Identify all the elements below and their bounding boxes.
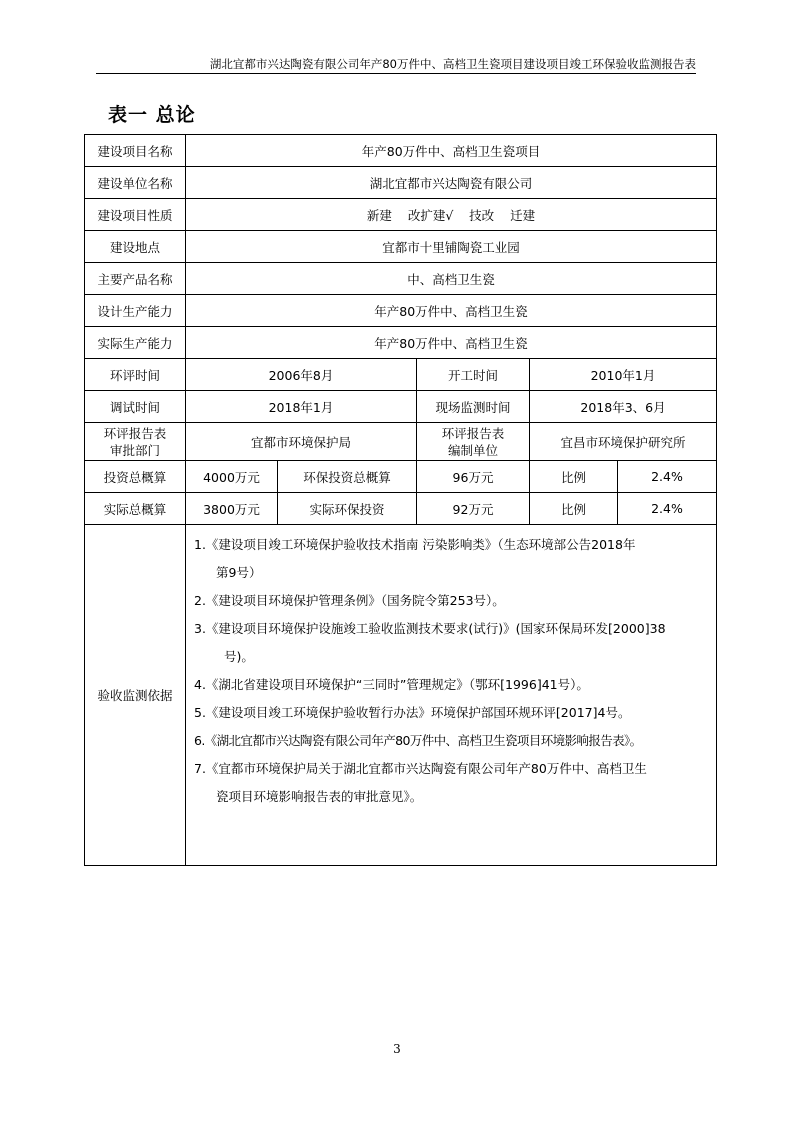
basis-item-4 xyxy=(190,671,710,699)
design-capacity-label: 设计生产能力 xyxy=(85,295,186,327)
env-invest-actual-label: 实际环保投资 xyxy=(278,493,417,525)
basis-item-2-line1: 2.《建设项目环境保护管理条例》（国务院令第253号）。 xyxy=(194,593,505,608)
env-invest-actual-value: 92万元 xyxy=(417,493,530,525)
product-value: 中、高档卫生瓷 xyxy=(186,263,717,295)
actual-capacity-label: 实际生产能力 xyxy=(85,327,186,359)
row-invest-est xyxy=(85,461,717,493)
eia-time-value: 2006年8月 xyxy=(186,359,417,391)
actual-capacity-value: 年产80万件中、高档卫生瓷 xyxy=(186,327,717,359)
project-nature-label: 建设项目性质 xyxy=(85,199,186,231)
ratio-est-label: 比例 xyxy=(530,461,618,493)
monitor-time-label: 现场监测时间 xyxy=(417,391,530,423)
summary-table xyxy=(84,134,717,866)
row-debug-time xyxy=(85,391,717,423)
row-project-nature xyxy=(85,199,717,231)
start-time-label: 开工时间 xyxy=(417,359,530,391)
eia-time-label: 环评时间 xyxy=(85,359,186,391)
basis-item-1-line1: 1.《建设项目竣工环境保护验收技术指南 污染影响类》（生态环境部公告2018年 xyxy=(194,537,636,552)
ratio-est-value: 2.4% xyxy=(618,461,717,493)
approval-dept-label-line1: 环评报告表 xyxy=(103,425,167,441)
compile-unit-label-line1: 环评报告表 xyxy=(441,425,505,441)
row-actual-capacity xyxy=(85,327,717,359)
compile-unit-value: 宜昌市环境保护研究所 xyxy=(530,423,717,461)
compile-unit-label xyxy=(417,423,530,461)
row-project-name xyxy=(85,135,717,167)
project-name-value: 年产80万件中、高档卫生瓷项目 xyxy=(186,135,717,167)
row-location xyxy=(85,231,717,263)
monitor-time-value: 2018年3、6月 xyxy=(530,391,717,423)
invest-actual-value: 3800万元 xyxy=(186,493,278,525)
basis-item-3 xyxy=(190,615,710,671)
basis-list xyxy=(190,531,710,811)
basis-item-2 xyxy=(190,587,710,615)
page-header: 湖北宜都市兴达陶瓷有限公司年产80万件中、高档卫生瓷项目建设项目竣工环保验收监测报告表 xyxy=(209,57,696,71)
row-unit-name xyxy=(85,167,717,199)
basis-item-6 xyxy=(190,727,710,755)
page-number: 3 xyxy=(393,1042,401,1056)
basis-item-7-line2: 瓷项目环境影响报告表的审批意见》。 xyxy=(216,789,423,804)
basis-item-7 xyxy=(190,755,710,811)
env-invest-est-value: 96万元 xyxy=(417,461,530,493)
approval-dept-value: 宜都市环境保护局 xyxy=(186,423,417,461)
row-basis xyxy=(85,525,717,866)
ratio-actual-value: 2.4% xyxy=(618,493,717,525)
basis-item-4-line1: 4.《湖北省建设项目环境保护“三同时”管理规定》（鄂环[1996]41号）。 xyxy=(194,677,589,692)
compile-unit-label-line2: 编制单位 xyxy=(447,442,498,458)
basis-item-3-line1: 3.《建设项目环境保护设施竣工验收监测技术要求(试行)》(国家环保局环发[2000]38 xyxy=(194,621,666,636)
row-design-capacity xyxy=(85,295,717,327)
project-name-label: 建设项目名称 xyxy=(85,135,186,167)
basis-item-1 xyxy=(190,531,710,587)
location-label: 建设地点 xyxy=(85,231,186,263)
design-capacity-value: 年产80万件中、高档卫生瓷 xyxy=(186,295,717,327)
row-eia-time xyxy=(85,359,717,391)
debug-time-label: 调试时间 xyxy=(85,391,186,423)
header-rule xyxy=(96,73,696,74)
project-nature-value: 新建 改扩建√ 技改 迁建 xyxy=(186,199,717,231)
location-value: 宜都市十里铺陶瓷工业园 xyxy=(186,231,717,263)
env-invest-est-label: 环保投资总概算 xyxy=(278,461,417,493)
basis-item-5-line1: 5.《建设项目竣工环境保护验收暂行办法》环境保护部国环规环评[2017]4号。 xyxy=(194,705,631,720)
basis-label: 验收监测依据 xyxy=(85,525,186,866)
basis-content xyxy=(186,525,717,866)
basis-item-1-line2: 第9号） xyxy=(216,565,262,580)
row-product xyxy=(85,263,717,295)
basis-item-5 xyxy=(190,699,710,727)
start-time-value: 2010年1月 xyxy=(530,359,717,391)
approval-dept-label xyxy=(85,423,186,461)
basis-item-3-line2: 号)。 xyxy=(224,649,254,664)
invest-actual-label: 实际总概算 xyxy=(85,493,186,525)
basis-item-7-line1: 7.《宜都市环境保护局关于湖北宜都市兴达陶瓷有限公司年产80万件中、高档卫生 xyxy=(194,761,647,776)
basis-item-6-line1: 6.《湖北宜都市兴达陶瓷有限公司年产80万件中、高档卫生瓷项目环境影响报告表》。 xyxy=(194,733,642,748)
row-invest-actual xyxy=(85,493,717,525)
debug-time-value: 2018年1月 xyxy=(186,391,417,423)
unit-name-value: 湖北宜都市兴达陶瓷有限公司 xyxy=(186,167,717,199)
product-label: 主要产品名称 xyxy=(85,263,186,295)
section-title: 表一 总论 xyxy=(108,104,196,126)
row-approval xyxy=(85,423,717,461)
approval-dept-label-line2: 审批部门 xyxy=(109,442,160,458)
ratio-actual-label: 比例 xyxy=(530,493,618,525)
unit-name-label: 建设单位名称 xyxy=(85,167,186,199)
invest-est-value: 4000万元 xyxy=(186,461,278,493)
invest-est-label: 投资总概算 xyxy=(85,461,186,493)
